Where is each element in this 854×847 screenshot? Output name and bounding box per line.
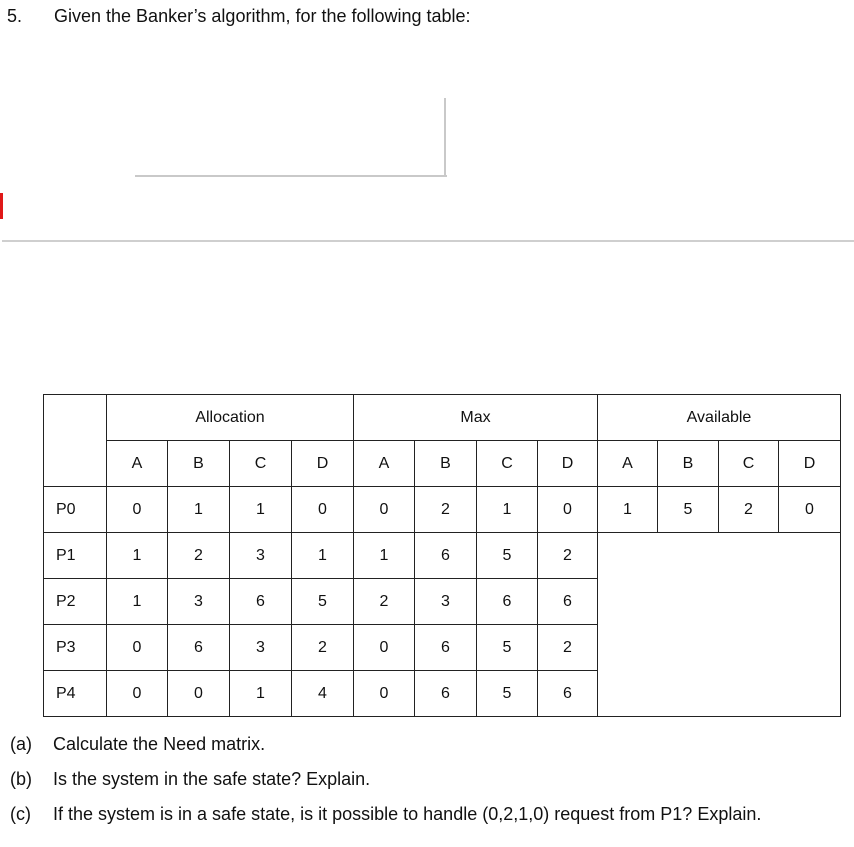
allocation-cell: 5 — [292, 579, 354, 625]
process-name: P3 — [44, 625, 107, 671]
subquestion-text: Calculate the Need matrix. — [53, 734, 266, 754]
allocation-cell: 2 — [292, 625, 354, 671]
subquestion-label: (c) — [10, 804, 31, 824]
allocation-cell: 1 — [230, 487, 292, 533]
question-text: Given the Banker’s algorithm, for the following table: — [54, 6, 471, 26]
process-name: P1 — [44, 533, 107, 579]
allocation-cell: 0 — [107, 487, 168, 533]
available-header: Available — [598, 395, 841, 441]
max-col-a: A — [354, 441, 415, 487]
allocation-cell: 0 — [292, 487, 354, 533]
max-cell: 0 — [354, 487, 415, 533]
process-name: P2 — [44, 579, 107, 625]
allocation-cell: 3 — [230, 625, 292, 671]
max-cell: 6 — [415, 671, 477, 717]
alloc-col-b: B — [168, 441, 230, 487]
max-cell: 0 — [538, 487, 598, 533]
alloc-col-d: D — [292, 441, 354, 487]
max-col-d: D — [538, 441, 598, 487]
max-cell: 5 — [477, 533, 538, 579]
allocation-cell: 1 — [168, 487, 230, 533]
max-cell: 6 — [538, 671, 598, 717]
max-cell: 1 — [354, 533, 415, 579]
allocation-cell: 1 — [292, 533, 354, 579]
max-cell: 2 — [354, 579, 415, 625]
allocation-cell: 0 — [107, 625, 168, 671]
blank-box-right-edge — [444, 98, 446, 177]
alloc-col-c: C — [230, 441, 292, 487]
section-divider — [2, 240, 854, 242]
avail-col-c: C — [719, 441, 779, 487]
max-col-c: C — [477, 441, 538, 487]
available-cell: 0 — [779, 487, 841, 533]
max-cell: 5 — [477, 625, 538, 671]
subquestion-label: (a) — [10, 734, 32, 754]
available-cell: 2 — [719, 487, 779, 533]
allocation-cell: 0 — [107, 671, 168, 717]
table-row — [44, 533, 841, 579]
max-cell: 0 — [354, 671, 415, 717]
available-empty-area — [598, 533, 841, 717]
group-header-row — [44, 395, 841, 441]
max-cell: 5 — [477, 671, 538, 717]
avail-col-a: A — [598, 441, 658, 487]
max-cell: 1 — [477, 487, 538, 533]
subquestion-text: If the system is in a safe state, is it possible to handle (0,2,1,0) request from P1? Explain. — [53, 804, 762, 824]
corner-cell — [44, 395, 107, 441]
allocation-cell: 6 — [168, 625, 230, 671]
blank-box-bottom-edge — [135, 175, 447, 177]
subquestion-a — [10, 734, 265, 755]
max-cell: 6 — [538, 579, 598, 625]
max-cell: 6 — [415, 625, 477, 671]
max-header: Max — [354, 395, 598, 441]
alloc-col-a: A — [107, 441, 168, 487]
max-cell: 6 — [477, 579, 538, 625]
red-margin-mark — [0, 193, 3, 219]
max-cell: 0 — [354, 625, 415, 671]
max-cell: 2 — [538, 533, 598, 579]
subquestion-b — [10, 769, 370, 790]
allocation-cell: 1 — [107, 579, 168, 625]
allocation-cell: 2 — [168, 533, 230, 579]
subquestion-text: Is the system in the safe state? Explain. — [53, 769, 371, 789]
corner-cell-lower — [44, 441, 107, 487]
allocation-cell: 3 — [168, 579, 230, 625]
subquestion-label: (b) — [10, 769, 32, 789]
allocation-cell: 4 — [292, 671, 354, 717]
allocation-cell: 0 — [168, 671, 230, 717]
subquestion-c — [10, 804, 761, 825]
avail-col-d: D — [779, 441, 841, 487]
process-name: P4 — [44, 671, 107, 717]
banker-table — [43, 394, 841, 717]
available-cell: 1 — [598, 487, 658, 533]
allocation-cell: 1 — [230, 671, 292, 717]
allocation-cell: 1 — [107, 533, 168, 579]
max-cell: 3 — [415, 579, 477, 625]
avail-col-b: B — [658, 441, 719, 487]
max-cell: 6 — [415, 533, 477, 579]
column-header-row — [44, 441, 841, 487]
max-col-b: B — [415, 441, 477, 487]
table-row — [44, 487, 841, 533]
max-cell: 2 — [538, 625, 598, 671]
allocation-cell: 3 — [230, 533, 292, 579]
allocation-header: Allocation — [107, 395, 354, 441]
allocation-cell: 6 — [230, 579, 292, 625]
available-cell: 5 — [658, 487, 719, 533]
max-cell: 2 — [415, 487, 477, 533]
process-name: P0 — [44, 487, 107, 533]
question-number: 5. — [7, 6, 23, 26]
